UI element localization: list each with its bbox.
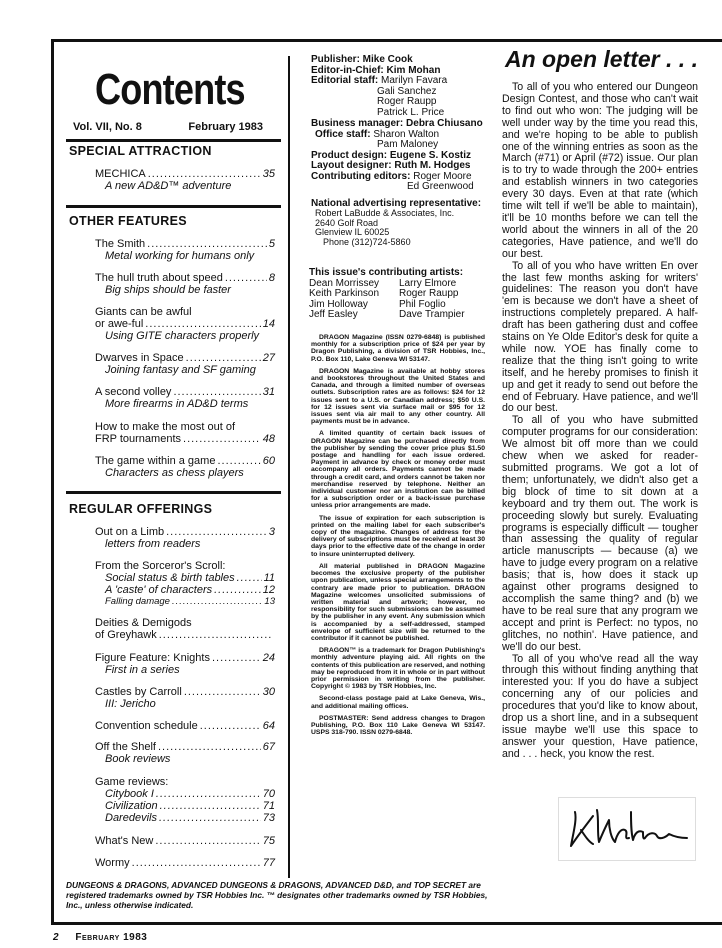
entry-label: The game within a game: [95, 455, 216, 467]
contents-title: Contents: [95, 65, 245, 114]
artist-name: Keith Parkinson: [309, 288, 380, 299]
special-heading: SPECIAL ATTRACTION: [69, 144, 212, 158]
artists-heading: This issue's contributing artists:: [309, 267, 464, 278]
letter-paragraph: To all of you who entered our Dungeon Design Contest, and those who can't wait to find out who won: The judging will be well under way by the time you read this, and we're hoping to be able to publish one of the winning entries as soon as the March (#71) or April (#72) issue. Our plan is to try to wade through the 200+ entries and establish winners in two categories every 30 days. Even at that rate (which time wilt tell if we'll be able to maintain), it'll be 10 months before we can tell the world about the winners in all of the 20 categories, Have patience, and we'll do our best.: [502, 81, 698, 260]
entry-label: of Greyhawk: [95, 629, 157, 641]
entry-page: 14: [262, 318, 275, 330]
artist-name: Roger Raupp: [399, 288, 459, 299]
adv-line: Phone (312)724-5860: [323, 236, 411, 247]
fineprint-paragraph: The issue of expiration for each subscription is printed on the mailing label for each subscriber's copy of the magazine. Changes of address for the delivery of subscriptions must be received at least 30 days prior to the effective date of the change in order to insure uninterrupted delivery.: [311, 514, 485, 558]
entry-label: Figure Feature: Knights: [95, 652, 210, 664]
advertising-label: National advertising representative:: [311, 197, 482, 209]
entry-subtitle: Metal working for humans only: [105, 250, 255, 262]
entry-label: or awe-ful: [95, 318, 144, 330]
entry-subtitle: letters from readers: [105, 538, 201, 550]
artist-name: Phil Foglio: [399, 298, 446, 310]
issue-date: February 1983: [188, 121, 263, 133]
fineprint-paragraph: DRAGON Magazine is available at hobby stores and bookstores throughout the United States and Canada, and through a limited number of overseas outlets. Subscription rates are as follows: $24 for 12 issues sent to a U.S. or Canadian address; $50 U.S. for 12 issues sent via surface mail or $95 for 12 issues sent via air mail to any other country. All payments must be in advance.: [311, 367, 485, 426]
adv-line: Glenview IL 60025: [315, 227, 390, 237]
entry-label: MECHICA: [95, 168, 146, 180]
entry-label-line1: Giants can be awful: [95, 306, 192, 318]
letter-paragraph: To all of you who've read all the way through this without finding anything that interested you: If you do have a subject concerning any of our policies and procedures that you'd like to know about, drop us a short line, and in a subsequent issue maybe we'll use this space to answer your question, Have patience, and . . . heck, you know the rest.: [502, 652, 698, 760]
advertising-address: [311, 209, 501, 247]
toc-entry-whatsnew[interactable]: [95, 835, 275, 847]
entry-subtitle: Using GITE characters properly: [105, 330, 260, 342]
entry-sublabel: Social status & birth tables: [105, 572, 235, 584]
adv-line: Robert LaBudde & Associates, Inc.: [315, 208, 455, 218]
entry-label-line1: How to make the most out of: [95, 421, 236, 433]
entry-label: Out on a Limb: [95, 526, 165, 538]
entry-subtitle: III: Jericho: [105, 698, 156, 710]
staff-name: Marilyn Favara: [381, 75, 448, 86]
entry-subtitle: Characters as chess players: [105, 467, 244, 479]
entry-label: Wormy: [95, 857, 130, 869]
toc-entry-reviews[interactable]: [95, 776, 275, 824]
staff-name: Patrick L. Price: [377, 106, 445, 118]
letter-paragraph: To all of you who have submitted computer programs for our consideration: We almost bit off more than we could chew when we asked for reader-submitted programs. We got a lot of them; unfortunately, we didn't also get a big block of time to sit down at a keyboard and try them out. The work is proceeding slowly but surely. Evaluating programs is especially difficult — tougher than assessing the quality of regular article manuscripts — because (a) we have to judge every program on a relative basis; that is, how does it stack up against other programs designed to accomplish the same thing? and (b) we have to be real sure that any program we accept and print is Perfect: no typos, no glitches, no nothin'. Have patience, and we'll do our best.: [502, 414, 698, 653]
office-name: Sharon Walton: [373, 128, 440, 140]
entry-label: Convention schedule: [95, 720, 198, 732]
entry-page: 12: [262, 584, 275, 596]
layout-designer: Layout designer: Ruth M. Hodges: [311, 160, 471, 171]
entry-page: 13: [264, 596, 275, 607]
artist-name: Jim Holloway: [309, 298, 368, 310]
toc-entry-tournaments[interactable]: [95, 421, 275, 445]
entry-label: Dwarves in Space: [95, 352, 184, 364]
entry-label: Castles by Carroll: [95, 686, 182, 698]
entry-label-line1: Deities & Demigods: [95, 617, 192, 629]
toc-entry-scroll[interactable]: [95, 560, 275, 608]
trademark-notice: DUNGEONS & DRAGONS, ADVANCED DUNGEONS & DRAGONS, ADVANCED D&D, and TOP SECRET are registered trademarks owned by TSR Hobbies Inc. ™ designates other trademarks owned by TSR Hobbies, Inc., unless otherwise indicated.: [66, 880, 488, 910]
fineprint-paragraph: A limited quantity of certain back issues of DRAGON Magazine can be purchased directly from the publisher by sending the cover price plus $1.50 postage and handling for each issue ordered. Payment in advance by check or money order must accompany all orders. Payments cannot be made through a credit card, and orders cannot be taken nor merchandise reserved by telephone. Neither an individual customer nor an institution can be billed for a subscription order or a back-issue purchase unless prior arrangements are made.: [311, 430, 485, 510]
entry-page: 70: [262, 788, 275, 800]
entry-page: 5: [268, 238, 275, 250]
entry-page: 27: [262, 352, 275, 364]
entry-page: 35: [262, 168, 275, 180]
entry-page: 77: [262, 857, 275, 869]
entry-page: 73: [262, 812, 275, 824]
fineprint-paragraph: POSTMASTER: Send address changes to Dragon Publishing, P.O. Box 110 Lake Geneva WI 53147. USPS 318-790. ISSN 0279-6848.: [311, 714, 485, 737]
contrib-name: Roger Moore: [413, 170, 472, 182]
page-number: 2: [53, 932, 59, 943]
entry-subtitle: Big ships should be faster: [105, 284, 231, 296]
artist-name: Dean Morrissey: [309, 277, 380, 289]
toc-entry-volley[interactable]: [95, 386, 275, 410]
letter-body: [502, 82, 698, 761]
entry-page: 48: [262, 433, 275, 445]
toc-entry-wormy[interactable]: [95, 857, 275, 869]
staff-label: Editorial staff:: [311, 75, 379, 86]
entry-label: Off the Shelf: [95, 741, 156, 753]
toc-entry-hull[interactable]: [95, 272, 275, 296]
entry-label: What's New: [95, 835, 154, 847]
entry-subtitle: First in a series: [105, 664, 180, 676]
fineprint-paragraph: Second-class postage paid at Lake Geneva, Wis., and additional mailing offices.: [311, 695, 485, 710]
entry-label: FRP tournaments: [95, 433, 182, 445]
artist-name: Jeff Easley: [309, 309, 358, 320]
volume-number: Vol. VII, No. 8: [73, 121, 142, 133]
toc-entry-smith[interactable]: [95, 238, 275, 262]
adv-line: 2640 Golf Road: [315, 217, 379, 228]
toc-entry-limb[interactable]: [95, 526, 275, 550]
toc-entry-castles[interactable]: [95, 686, 275, 710]
entry-page: 75: [262, 835, 275, 847]
contrib-label: Contributing editors:: [311, 170, 411, 182]
entry-page: 71: [262, 800, 275, 812]
entry-page: 67: [262, 741, 275, 753]
regular-heading: REGULAR OFFERINGS: [69, 502, 213, 516]
entry-subtitle: More firearms in AD&D terms: [105, 398, 249, 410]
entry-page: 31: [262, 386, 275, 398]
entry-page: 11: [263, 572, 275, 584]
contrib-name: Ed Greenwood: [407, 181, 474, 192]
section-rule: [66, 139, 281, 142]
entry-label: The hull truth about speed: [95, 272, 223, 284]
business-manager: Business manager: Debra Chiusano: [311, 118, 483, 129]
entry-sublabel: Falling damage: [105, 596, 170, 607]
office-name: Pam Maloney: [377, 139, 439, 150]
toc-entry-shelf[interactable]: [95, 741, 275, 765]
section-rule: [66, 491, 281, 494]
artist-name: Dave Trampier: [399, 309, 465, 320]
office-label: Office staff:: [315, 128, 371, 140]
features-heading: OTHER FEATURES: [69, 214, 187, 228]
footer-date: February 1983: [75, 932, 148, 943]
toc-entry-deities[interactable]: [95, 617, 275, 641]
entry-page: 60: [262, 455, 275, 467]
entry-sublabel: Daredevils: [105, 812, 157, 824]
staff-name: Roger Raupp: [377, 96, 437, 107]
entry-sublabel: A 'caste' of characters: [105, 584, 213, 596]
fineprint-block: [311, 334, 485, 736]
entry-page: 3: [268, 526, 275, 538]
page-footer: [53, 932, 147, 943]
entry-sublabel: Citybook I: [105, 788, 154, 800]
entry-page: 64: [262, 720, 275, 732]
entry-page: 8: [268, 272, 275, 284]
toc-entry-mechica[interactable]: [95, 168, 275, 192]
masthead: [311, 55, 501, 247]
entry-subtitle: Joining fantasy and SF gaming: [105, 364, 256, 376]
fineprint-paragraph: DRAGON Magazine (ISSN 0279-6848) is published monthly for a subscription price of $24 per year by Dragon Publishing, a division of TSR Hobbies, Inc., P.O. Box 110, Lake Geneva WI 53147.: [311, 334, 485, 363]
fineprint-paragraph: All material published in DRAGON Magazine becomes the exclusive property of the publisher upon publication, unless special arrangements to the contrary are made prior to publication. DRAGON Magazine welcomes unsolicited submissions of written material and artwork; however, no responsibility for such submissions can be assumed by the publisher in any event. Any submission which is accompanied by a self-addressed, stamped envelope of sufficient size will be returned to the contributor if it cannot be published.: [311, 562, 485, 642]
entry-page: 30: [262, 686, 275, 698]
toc-entry-convention[interactable]: [95, 720, 275, 732]
toc-entry-dwarves[interactable]: [95, 352, 275, 376]
toc-entry-knights[interactable]: [95, 652, 275, 676]
entry-subtitle: A new AD&D™ adventure: [105, 180, 232, 192]
entry-page: 24: [262, 652, 275, 664]
column-divider: [288, 56, 290, 878]
artists-block: [309, 268, 499, 321]
artist-name: Larry Elmore: [399, 277, 457, 289]
fineprint-paragraph: DRAGON™ is a trademark for Dragon Publishing's monthly adventure playing aid. All rights on the contents of this publication are reserved, and nothing may be reproduced from it in whole or in part without prior permission in writing from the publisher. Copyright © 1983 by TSR Hobbies, Inc.: [311, 647, 485, 691]
entry-sublabel: Civilization: [105, 800, 158, 812]
issue-line: [73, 121, 263, 133]
entry-label: Game reviews:: [95, 776, 169, 788]
section-rule: [66, 205, 281, 208]
letter-paragraph: To all of you who have written En over the last few months asking for writers' guidelines: The reason you don't have 'em is because we don't have a sheet of instructions completely prepared. A half-draft has been gathering dust and coffee stains on Ye Olde Editor's desk for quite a while now. YOE has finally come to realize that the thing isn't going to write itself, and he hereby promises to finish it up and get it ready to send out before the end of February. Have patience, and we'll do our best.: [502, 259, 698, 415]
entry-label: From the Sorceror's Scroll:: [95, 560, 226, 572]
staff-name: Gali Sanchez: [377, 85, 437, 97]
publisher: Publisher: Mike Cook: [311, 54, 413, 65]
product-design: Product design: Eugene S. Kostiz: [311, 149, 472, 161]
editor-in-chief: Editor-in-Chief: Kim Mohan: [311, 64, 441, 76]
toc-entry-chess[interactable]: [95, 455, 275, 479]
entry-label: A second volley: [95, 386, 172, 398]
editor-signature: [558, 797, 696, 861]
entry-subtitle: Book reviews: [105, 753, 171, 765]
signature-icon: [559, 798, 695, 860]
toc-entry-giants[interactable]: [95, 306, 275, 342]
letter-title: An open letter . . .: [505, 46, 698, 72]
entry-label: The Smith: [95, 238, 146, 250]
